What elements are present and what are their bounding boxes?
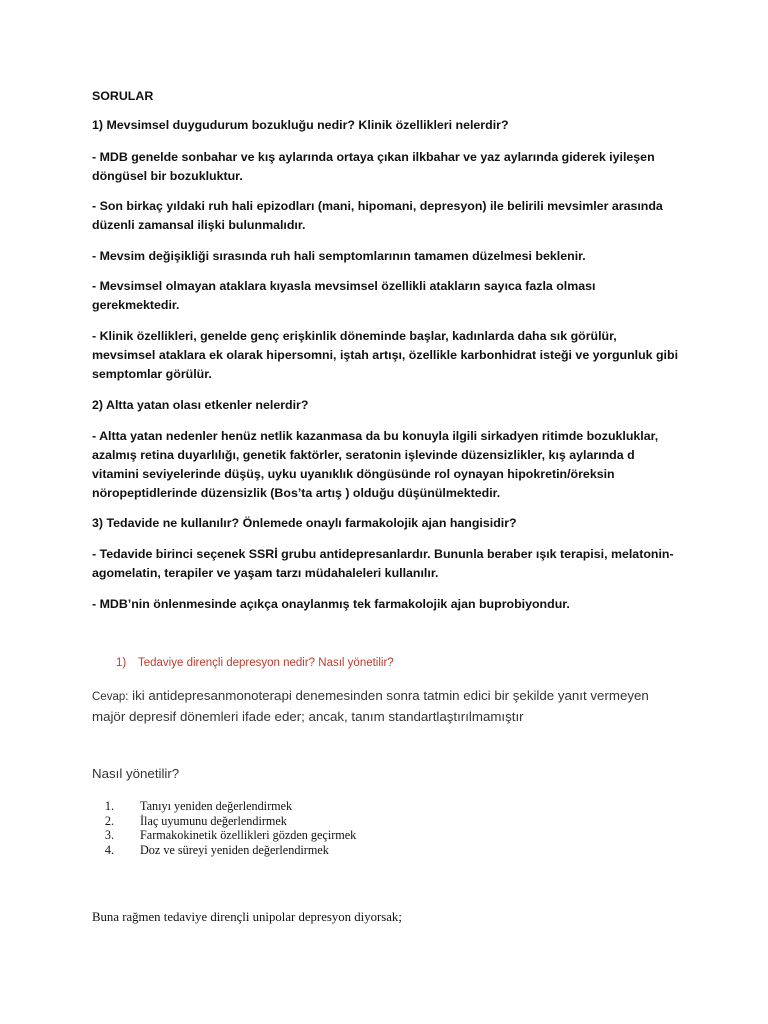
list-item-number: 2. (104, 813, 114, 828)
q1-paragraph-2: - Son birkaç yıldaki ruh hali epizodları (mani, hipomani, depresyon) ile belirili mevsimler arasında düzenli zamansal ilişki bulunmalıdır. (92, 199, 663, 232)
q1-paragraph-4: - Mevsimsel olmayan ataklara kıyasla mevsimsel özellikli atakların sayıca fazla olması gerekmektedir. (92, 279, 596, 312)
q2-paragraph-1: - Altta yatan nedenler henüz netlik kazanmasa da bu konuyla ilgili sirkadyen ritimde bozukluklar, azalmış retina duyarlılığı, genetik faktörler, seratonin işlevinde düzensizlikler, kış aylarında d vitamini seviyelerinde düşüş, uyku uyanıklık döngüsünde rol oynayan hipokretin/öreksin nöropeptidlerinde düzensizlik (Bos’ta artış ) olduğu düşünülmektedir. (92, 429, 659, 500)
question-4-title (116, 657, 394, 669)
q1-paragraph-5: - Klinik özellikleri, genelde genç erişkinlik döneminde başlar, kadınlarda daha sık görülür, mevsimsel ataklara ek olarak hipersomni, iştah artışı, özellikle karbonhidrat isteği ve yorgunluk gibi semptomlar görülür. (92, 329, 679, 381)
list-item-number: 4. (104, 842, 114, 857)
question-3-title: 3) Tedavide ne kullanılır? Önlemede onaylı farmakolojik ajan hangisidir? (92, 516, 517, 530)
question-4-text: Tedaviye dirençli depresyon nedir? Nasıl yönetilir? (138, 657, 394, 669)
list-item (92, 828, 356, 843)
list-item-text: Tanıyı yeniden değerlendirmek (140, 799, 293, 813)
list-item-number: 3. (104, 828, 114, 842)
list-item-text: Doz ve süreyi yeniden değerlendirmek (140, 842, 329, 857)
q1-paragraph-1: - MDB genelde sonbahar ve kış aylarında ortaya çıkan ilkbahar ve yaz aylarında giderek iyileşen döngüsel bir bozukluktur. (92, 150, 655, 183)
answer-text: iki antidepresanmonoterapi denemesinden sonra tatmin edici bir şekilde yanıt vermeyen majör depresif dönemleri ifade eder; ancak, tanım standartlaştırılmamıştır (92, 688, 649, 724)
question-1-title: 1) Mevsimsel duygudurum bozukluğu nedir? Klinik özellikleri nelerdir? (92, 118, 509, 132)
q3-paragraph-2: - MDB’nin önlenmesinde açıkça onaylanmış tek farmakolojik ajan buprobiyondur. (92, 597, 570, 611)
answer-label: Cevap: (92, 691, 129, 703)
list-item (92, 814, 356, 829)
management-steps-list (92, 799, 356, 857)
answer-block (92, 686, 682, 727)
question-4-number: 1) (116, 657, 127, 669)
question-2-title: 2) Altta yatan olası etkenler nelerdir? (92, 398, 309, 412)
list-item-text: İlaç uyumunu değerlendirmek (140, 813, 287, 828)
list-item (92, 799, 356, 814)
section-heading: SORULAR (92, 89, 154, 103)
management-title: Nasıl yönetilir? (92, 766, 180, 781)
list-item-number: 1. (104, 799, 114, 813)
q1-paragraph-3: - Mevsim değişikliği sırasında ruh hali semptomlarının tamamen düzelmesi beklenir. (92, 249, 586, 263)
list-item-text: Farmakokinetik özellikleri gözden geçirmek (140, 828, 357, 842)
list-item (92, 843, 356, 858)
closing-sentence: Buna rağmen tedaviye dirençli unipolar depresyon diyorsak; (92, 910, 402, 924)
q3-paragraph-1: - Tedavide birinci seçenek SSRİ grubu antidepresanlardır. Bununla beraber ışık terapisi, melatonin-agomelatin, terapiler ve yaşam tarzı müdahaleleri kullanılır. (92, 547, 674, 580)
